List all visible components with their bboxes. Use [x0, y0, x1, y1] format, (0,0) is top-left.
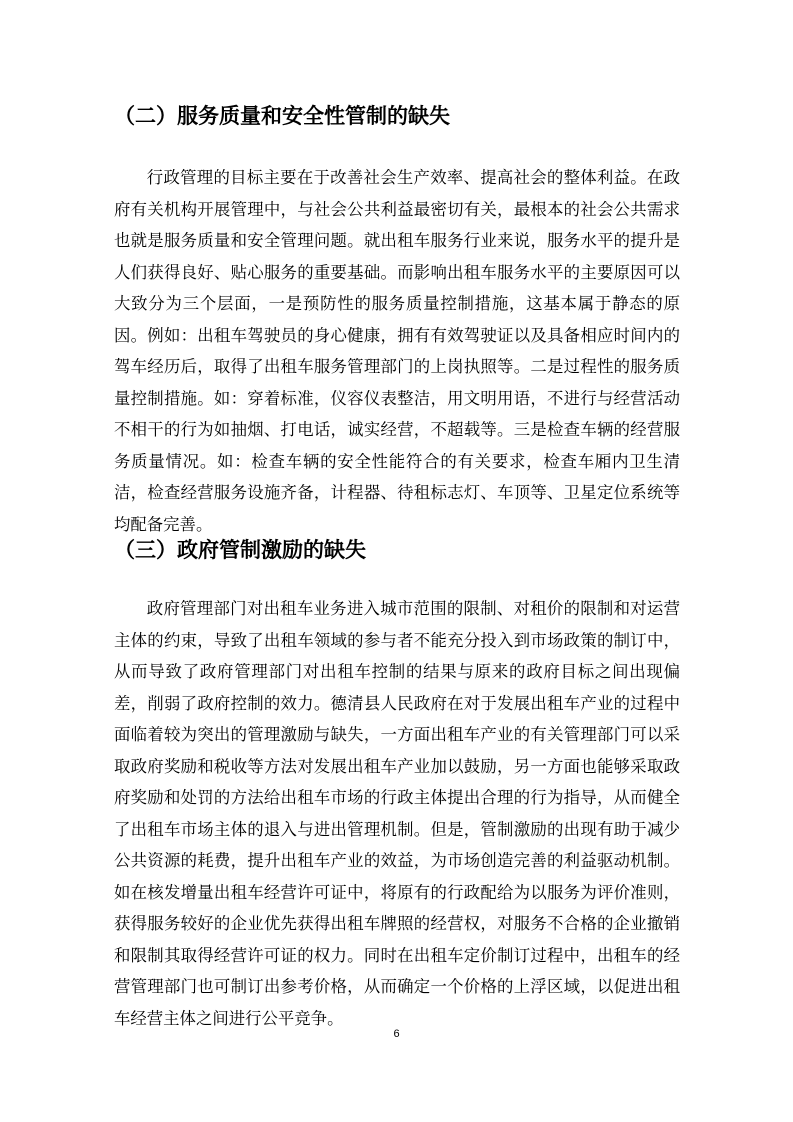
page-number: 6 — [393, 1028, 400, 1040]
section-paragraph-service-quality: 行政管理的目标主要在于改善社会生产效率、提高社会的整体利益。在政府有关机构开展管理中，与社会公共利益最密切有关，最根本的社会公共需求也就是服务质量和安全管理问题。就出租车服务行业来说，服务水平的提升是人们获得良好、贴心服务的重要基础。而影响出租车服务水平的主要原因可以大致分为三个层面，一是预防性的服务质量控制措施，这基本属于静态的原因。例如：出租车驾驶员的身心健康，拥有有效驾驶证以及具备相应时间内的驾车经历后，取得了出租车服务管理部门的上岗执照等。二是过程性的服务质量控制措施。如：穿着标准，仪容仪表整洁，用文明用语，不进行与经营活动不相干的行为如抽烟、打电话，诚实经营，不超载等。三是检查车辆的经营服务质量情况。如：检查车辆的安全性能符合的有关要求，检查车厢内卫生清洁，检查经营服务设施齐备，计程器、待租标志灯、车顶等、卫星定位系统等均配备完善。 — [114, 168, 680, 534]
section-heading-government-incentive: （三）政府管制激励的缺失 — [114, 538, 366, 562]
section-paragraph-government-incentive: 政府管理部门对出租车业务进入城市范围的限制、对租价的限制和对运营主体的约束，导致了出租车领域的参与者不能充分投入到市场政策的制订中，从而导致了政府管理部门对出租车控制的结果与原来的政府目标之间出现偏差，削弱了政府控制的效力。德清县人民政府在对于发展出租车产业的过程中面临着较为突出的管理激励与缺失，一方面出租车产业的有关管理部门可以采取政府奖励和税收等方法对发展出租车产业加以鼓励，另一方面也能够采取政府奖励和处罚的方法给出租车市场的行政主体提出合理的行为指导，从而健全了出租车市场主体的退入与进出管理机制。但是，管制激励的出现有助于减少公共资源的耗费，提升出租车产业的效益，为市场创造完善的利益驱动机制。如在核发增量出租车经营许可证中，将原有的行政配给为以服务为评价准则，获得服务较好的企业优先获得出租车牌照的经营权，对服务不合格的企业撤销和限制其取得经营许可证的权力。同时在出租车定价制订过程中，出租车的经营管理部门也可制订出参考价格，从而确定一个价格的上浮区域，以促进出租车经营主体之间进行公平竞争。 — [114, 599, 680, 1028]
section-heading-service-quality: （二）服务质量和安全性管制的缺失 — [114, 104, 450, 128]
